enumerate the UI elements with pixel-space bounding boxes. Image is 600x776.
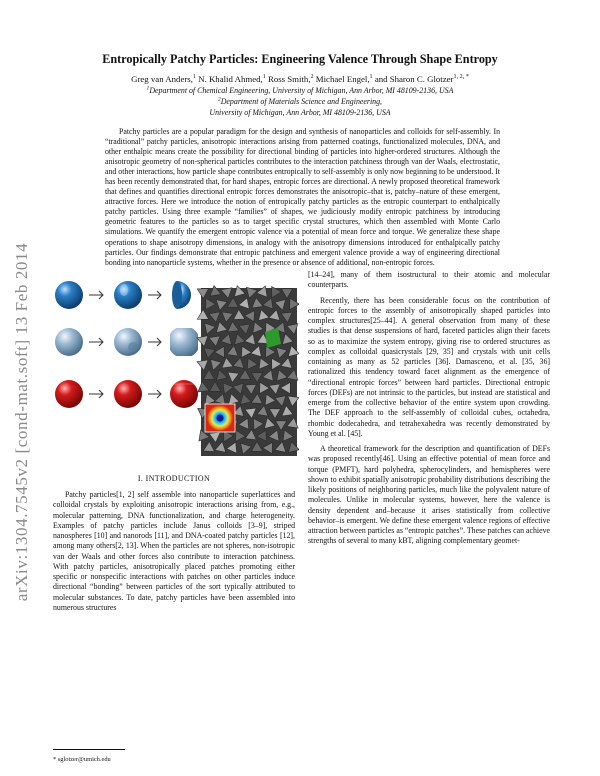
author-list	[0, 74, 600, 84]
author: Ross Smith,$^2$	[265, 74, 314, 84]
paragraph: [14–24], many of them isostructural to their atomic and molecular counterparts.	[308, 270, 550, 290]
sphere-blue-2	[114, 281, 142, 309]
sphere-blue-3	[172, 281, 191, 309]
arxiv-watermark: arXiv:1304.7545v2 [cond-mat.soft] 13 Feb 2014	[12, 242, 31, 602]
affiliation: University of Michigan, Ann Arbor, MI 48109-2136, USA	[209, 108, 391, 117]
author: Michael Engel,$^1$	[313, 74, 373, 84]
arrow-icon	[148, 390, 161, 398]
footnote-rule	[53, 749, 125, 750]
paper-title: Entropically Patchy Particles: Engineering Valence Through Shape Entropy	[102, 52, 498, 66]
paragraph: A theoretical framework for the description and quantification of DEFs was proposed recently[46]. Using an effective potential of mean force and torque (PMFT), hard polyhedra, spherocylinders, and hemispheres were shown to exhibit spatially anisotropic probability distributions describing the likely positions of neighboring particles, much like the polyvalent nature of molecules. Unlike in molecular systems, however, here the valence is density dependent and–because it arises statistically from collective behavior–is emergent. We define these emergent valence regions of effective attraction between particles as “entropic patches”. These patches can achieve strengths of several to many kBT, aligning complementary geomet-	[308, 444, 550, 546]
section-heading: I. INTRODUCTION	[137, 474, 211, 483]
sphere-light-2	[114, 328, 142, 356]
sphere-red-2	[114, 380, 142, 408]
pmft-heatmap	[205, 404, 235, 432]
sphere-light-1	[55, 328, 83, 356]
arrow-icon	[89, 338, 103, 346]
affiliation: $^2$Department of Materials Science and Engineering,	[217, 96, 383, 106]
paragraph: Patchy particles[1, 2] self assemble into nanoparticle superlattices and colloidal crystals by exploiting anisotropic interactions arising from, e.g., molecular patterning, DNA functionalization, and charge heterogeneity. Examples of patchy particles include Janus colloids [3–9], striped nanospheres [10] and nanorods [11], and DNA-coated patchy particles [12], among many others[2, 13]. When the particles are not spheres, non-isotropic van der Waals and other forces also contribute to interaction patchiness. With patchy particles, anisotropically placed patches promoting either specific or nonspecific interactions with patches on other particles induce directional “bonding” between particles of the sort typically attributed to molecular substances. To date, patchy particles have been assembled into numerous structures	[53, 490, 295, 612]
author: N. Khalid Ahmed,$^1$	[196, 74, 266, 84]
sphere-light-3	[168, 326, 200, 358]
sphere-blue-1	[55, 281, 83, 309]
intro-left-column	[53, 490, 295, 613]
arrow-icon	[148, 338, 161, 346]
paragraph: Recently, there has been considerable focus on the contribution of entropic forces to the assembly of anisotropically shaped particles into complex structures[25–44]. A general observation from many of these studies is that dense suspensions of hard, faceted particles align their facets so as to maximize the system entropy, giving rise to ordered structures as complex as colloidal quasicrystals [29, 35] and crystals with unit cells containing as many as 52 particles [36]. Damasceno, et al. [35, 36] rationalized this tendency toward facet alignment as the emergence of “directional entropic forces” between hard particles. Directional entropic forces (DEFs) are not intrinsic to the particles, but instead are statistical and emerge from the collective behavior of the entire system upon crowding. The DEF approach to the self-assembly of colloidal cubes, octahedra, rhombic dodecahedra, and tetrahexahedra was recently demonstrated by Young et al. [45].	[308, 295, 550, 438]
author: Greg van Anders,$^1$	[131, 74, 196, 84]
footnote: * sglotzer@umich.edu	[53, 756, 111, 763]
arrow-icon	[148, 291, 161, 299]
sphere-red-3	[170, 380, 198, 408]
abstract: Patchy particles are a popular paradigm for the design and synthesis of nanoparticles and colloids for self-assembly. In “traditional” patchy particles, anisotropic interactions arising from patterned coatings, functionalized molecules, DNA, and other enthalpic means create the possibility for directional binding of particles into higher-ordered structures. Although the anisotropic geometry of non-spherical particles contributes to the interaction patchiness through van der Waals, electrostatic, and other interactions, how particle shape contributes entropically to self-assembly is only now beginning to be understood. It has been recently demonstrated that, for hard shapes, entropic forces are directional. A newly proposed theoretical framework that defines and quantifies directional entropic forces demonstrates the anisotropic–that is, patchy–nature of these emergent, attractive forces. Here we introduce the notion of entropically patchy particles as the entropic counterpart to enthalpically patchy particles. Using three example “families” of shapes, we judiciously modify entropic patchiness by introducing geometric features to the particles so as to target specific crystal structures, which then assembled with Monte Carlo simulations. We quantify the emergent entropic valence via a potential of mean force and torque. We generalize these shape operations to shape anisotropy dimensions, in analogy with the anisotropy dimensions introduced for enthalpically patchy particles. Our findings demonstrate that entropic patchiness and emergent valence provide a way of engineering directional bonding into nanoparticle systems, whether in the presence or absence of additional, non-entropic forces.	[105, 127, 500, 267]
arrow-icon	[89, 291, 103, 299]
affiliation: $^1$Department of Chemical Engineering, University of Michigan, Ann Arbor, MI 48109-2136, USA	[146, 85, 454, 95]
intro-right-column	[308, 270, 550, 547]
author: and Sharon C. Glotzer$^{1, 2, *}$	[372, 74, 469, 84]
sphere-red-1	[55, 380, 83, 408]
arrow-icon	[89, 390, 103, 398]
figure-1	[53, 270, 299, 462]
